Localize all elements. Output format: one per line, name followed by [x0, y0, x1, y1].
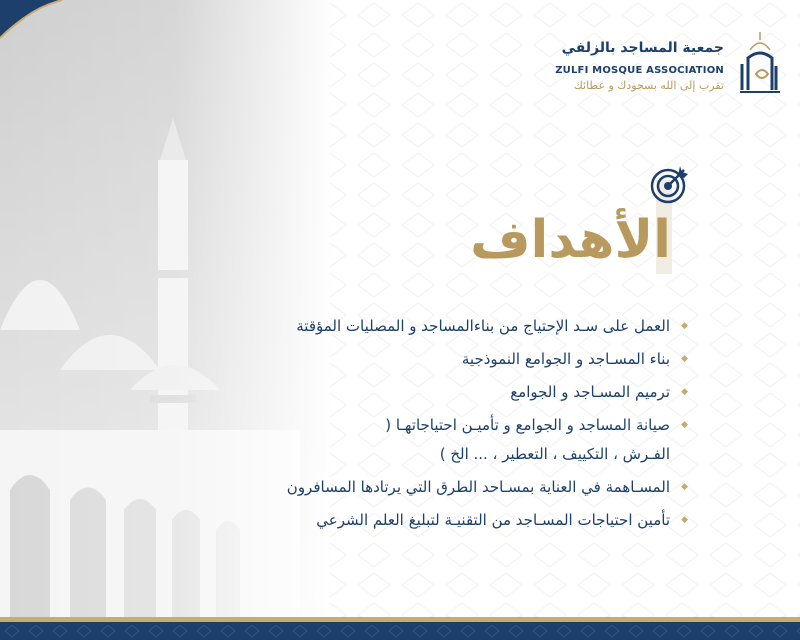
mosque-calligraphy-icon: [736, 30, 784, 96]
diamond-bullet-icon: ◆: [681, 354, 688, 364]
goal-text: تأمين احتياجات المسـاجد من التقنيـة لتبليغ العلم الشرعي: [316, 511, 670, 529]
logo-name-arabic: جمعية المساجد بالزلفي: [561, 40, 724, 56]
diamond-bullet-icon: ◆: [681, 321, 688, 331]
logo-tagline: تقرب إلى الله بسجودك و عطائك: [573, 79, 724, 92]
goal-item: [188, 506, 688, 535]
goal-item: [188, 312, 688, 341]
diamond-bullet-icon: ◆: [681, 515, 688, 525]
target-icon: [646, 160, 694, 208]
goal-item: [188, 411, 688, 469]
diamond-bullet-icon: ◆: [681, 482, 688, 492]
goal-text: بناء المسـاجد و الجوامع النموذجية: [461, 350, 670, 368]
association-logo: [555, 30, 784, 100]
section-title: الأهداف: [470, 210, 671, 270]
goal-item: [188, 378, 688, 407]
goal-text: ترميم المسـاجد و الجوامع: [510, 383, 670, 401]
diamond-bullet-icon: ◆: [681, 387, 688, 397]
footer-pattern: [0, 622, 800, 640]
diamond-bullet-icon: ◆: [681, 420, 688, 430]
logo-name-english: ZULFI MOSQUE ASSOCIATION: [555, 65, 724, 76]
goal-text: المسـاهمة في العناية بمسـاحد الطرق التي يرتادها المسافرون: [286, 478, 670, 496]
goal-item: [188, 345, 688, 374]
corner-arch-ornament: [0, 0, 70, 40]
goals-list: [188, 312, 688, 539]
goal-text: العمل على سـد الإحتياج من بناءالمساجد و المصليات المؤقتة: [296, 317, 670, 335]
goal-text: صيانة المساجد و الجوامع و تأميـن احتياجاتهـا ( الفـرش ، التكييف ، التعطير ، ... الخ ): [385, 416, 670, 463]
goal-item: [188, 473, 688, 502]
